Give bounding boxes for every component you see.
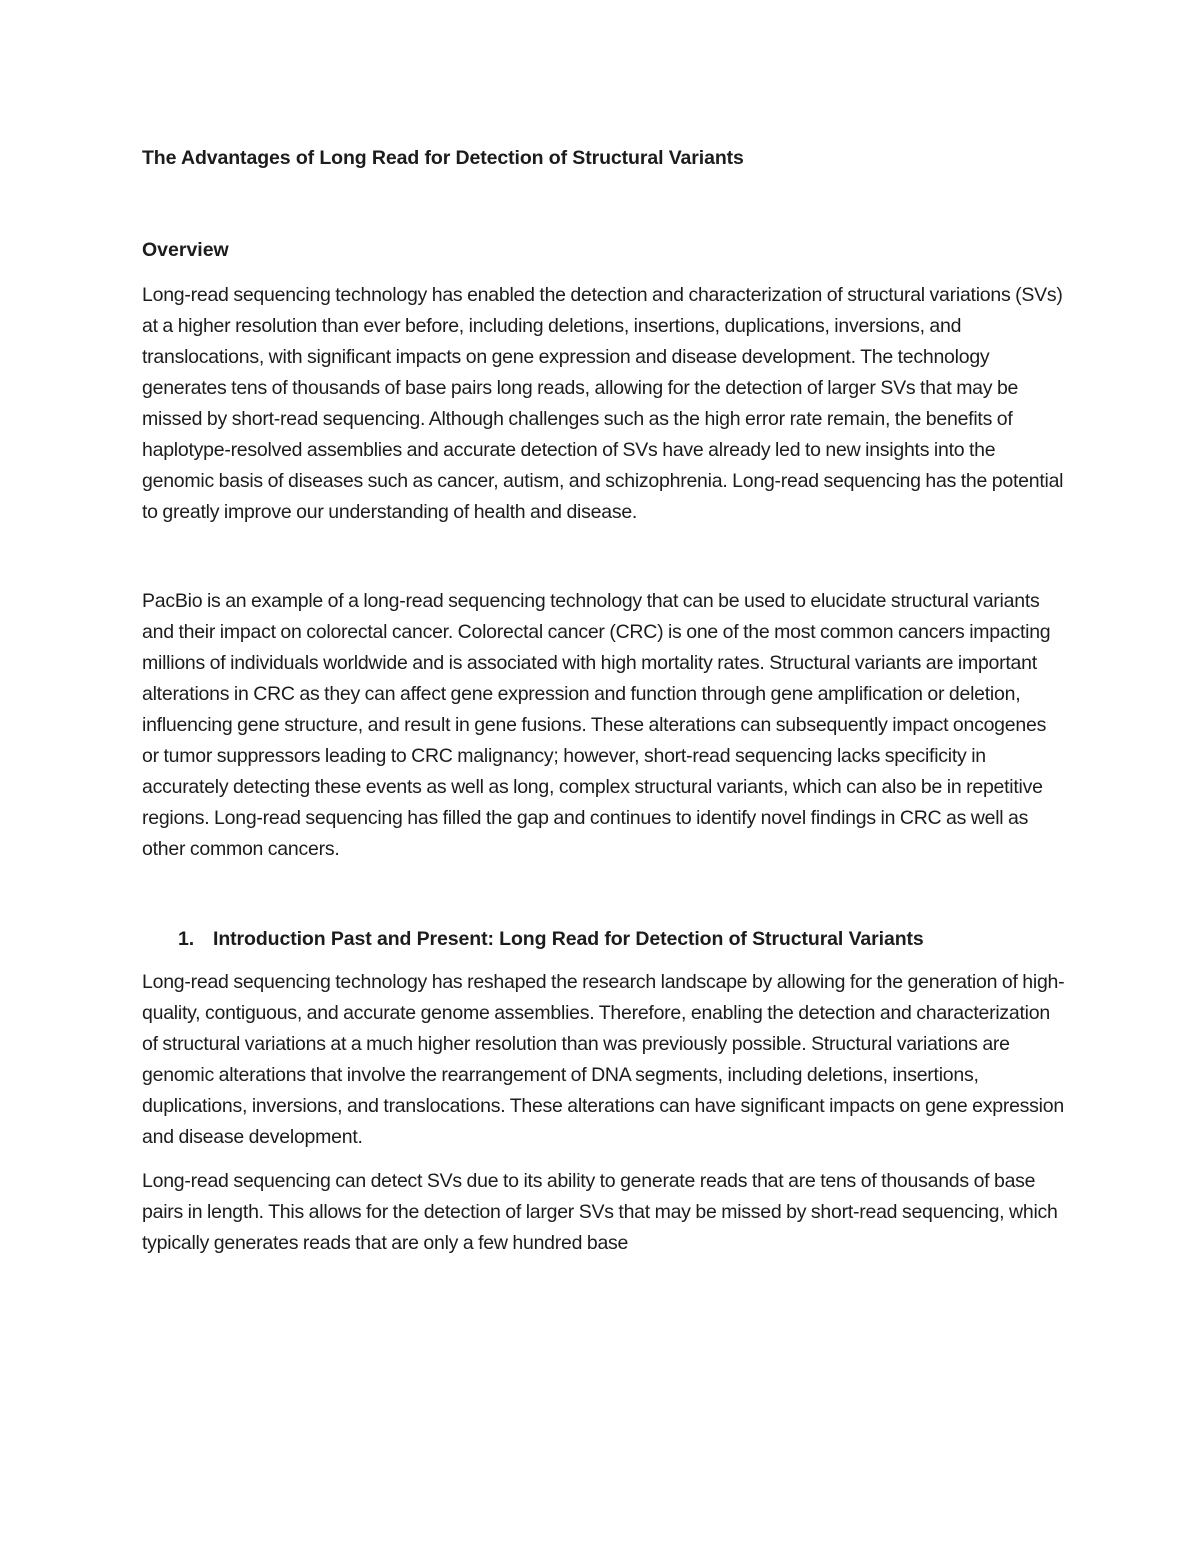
overview-heading: Overview	[142, 239, 229, 261]
document-body	[142, 146, 1067, 1259]
section-1-paragraph-2: Long-read sequencing can detect SVs due to its ability to generate reads that are tens of thousands of base pairs in length. This allows for the detection of larger SVs that may be missed by short-read sequencing, which typically generates reads that are only a few hundred base	[142, 1170, 1058, 1254]
section-spacer	[142, 865, 1067, 927]
section-1-number: 1.	[178, 928, 195, 950]
document-title: The Advantages of Long Read for Detection of Structural Variants	[142, 147, 744, 169]
section-1-heading	[142, 927, 1067, 951]
paragraph-spacer	[142, 528, 1067, 586]
overview-paragraph: Long-read sequencing technology has enabled the detection and characterization of structural variations (SVs) at a higher resolution than ever before, including deletions, insertions, duplications, inversions, and translocations, with significant impacts on gene expression and disease development. The technology generates tens of thousands of base pairs long reads, allowing for the detection of larger SVs that may be missed by short-read sequencing. Although challenges such as the high error rate remain, the benefits of haplotype-resolved assemblies and accurate detection of SVs have already led to new insights into the genomic basis of diseases such as cancer, autism, and schizophrenia. Long-read sequencing has the potential to greatly improve our understanding of health and disease.	[142, 284, 1064, 523]
paragraph-spacer	[142, 1153, 1067, 1166]
pacbio-paragraph: PacBio is an example of a long-read sequencing technology that can be used to elucidate structural variants and their impact on colorectal cancer. Colorectal cancer (CRC) is one of the most common cancers impacting millions of individuals worldwide and is associated with high mortality rates. Structural variants are important alterations in CRC as they can affect gene expression and function through gene amplification or deletion, influencing gene structure, and result in gene fusions. These alterations can subsequently impact oncogenes or tumor suppressors leading to CRC malignancy; however, short-read sequencing lacks specificity in accurately detecting these events as well as long, complex structural variants, which can also be in repetitive regions. Long-read sequencing has filled the gap and continues to identify novel findings in CRC as well as other common cancers.	[142, 590, 1051, 860]
section-1-paragraph-1: Long-read sequencing technology has reshaped the research landscape by allowing for the generation of high-quality, contiguous, and accurate genome assemblies. Therefore, enabling the detection and characterization of structural variations at a much higher resolution than was previously possible. Structural variations are genomic alterations that involve the rearrangement of DNA segments, including deletions, insertions, duplications, inversions, and translocations. These alterations can have significant impacts on gene expression and disease development.	[142, 971, 1065, 1148]
section-1-title: Introduction Past and Present: Long Read for Detection of Structural Variants	[213, 928, 924, 950]
